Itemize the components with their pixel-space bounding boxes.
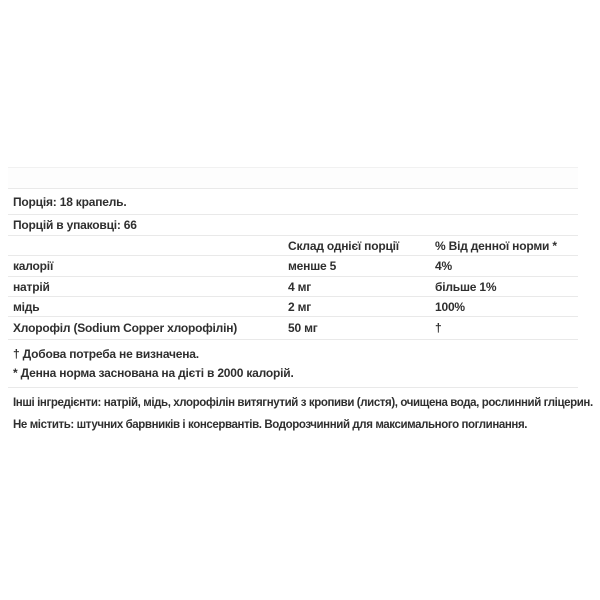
nutrient-row-copper xyxy=(8,296,578,316)
does-not-contain-text: Не містить: штучних барвників і консервантів. Водорозчинний для максимального поглинання. xyxy=(13,419,528,431)
nutrient-daily-value: більше 1% xyxy=(435,279,497,294)
serving-size-text: Порція: 18 крапель. xyxy=(13,194,127,209)
nutrient-row-chlorophyll xyxy=(8,316,578,339)
nutrient-name: натрій xyxy=(13,279,50,294)
ingredients-block xyxy=(8,387,593,434)
nutrient-amount: 2 мг xyxy=(288,299,312,314)
other-ingredients-text: Інші інгредієнти: натрій, мідь, хлорофілін витягнутий з кропиви (листя), очищена вода, рослинний гліцерин. xyxy=(13,397,593,409)
table-header-row xyxy=(8,235,578,255)
nutrient-name: калорії xyxy=(13,259,54,273)
nutrient-daily-value: 100% xyxy=(435,299,465,314)
servings-per-container-text: Порцій в упаковці: 66 xyxy=(13,218,137,232)
footnote-daily-value-basis: * Денна норма заснована на дієті в 2000 калорій. xyxy=(13,366,294,380)
nutrient-amount: 4 мг xyxy=(288,279,312,294)
nutrient-name: мідь xyxy=(13,299,40,314)
nutrient-amount: 50 мг xyxy=(288,321,318,335)
footnote-daily-need: † Добова потреба не визначена. xyxy=(13,347,199,361)
nutrient-daily-value: 4% xyxy=(435,259,452,273)
footnotes-block xyxy=(8,339,578,387)
supplement-facts-panel xyxy=(8,167,593,438)
nutrient-name: Хлорофіл (Sodium Copper хлорофілін) xyxy=(13,321,238,335)
nutrient-row-calories xyxy=(8,255,578,276)
serving-size-row xyxy=(8,188,578,214)
nutrient-amount: менше 5 xyxy=(288,259,337,273)
column-header-amount-per-serving: Склад однієї порції xyxy=(288,238,399,253)
servings-per-container-row xyxy=(8,214,578,235)
panel-top-divider xyxy=(8,167,578,188)
nutrient-row-sodium xyxy=(8,276,578,296)
nutrient-daily-value: † xyxy=(435,321,442,335)
column-header-daily-value: % Від денної норми * xyxy=(435,238,557,253)
